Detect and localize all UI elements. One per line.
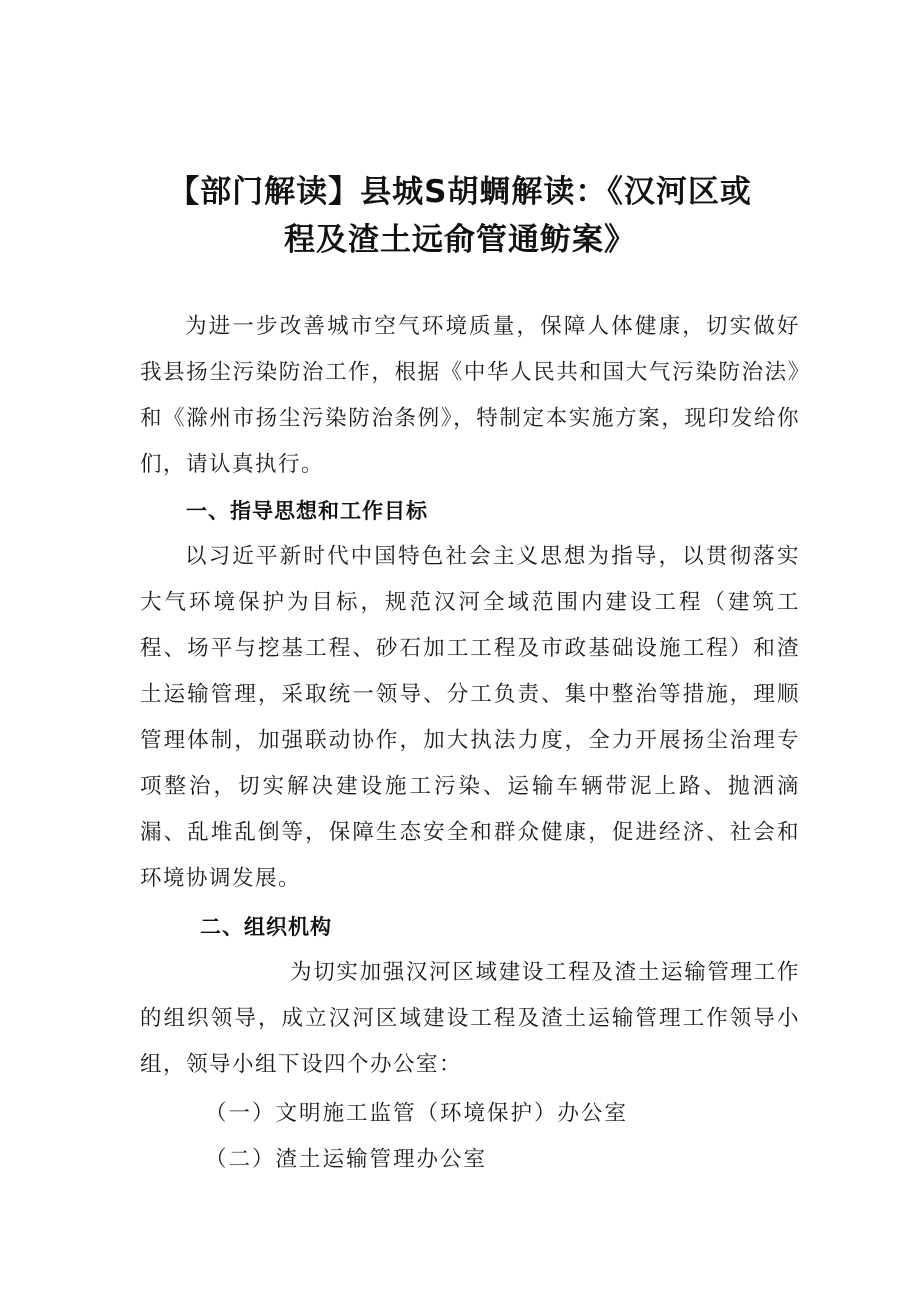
document-title-line-1: 【部门解读】县城S胡蜩解读：《汉河区或 [168,174,752,210]
section-2-heading: 二、组织机构 [200,915,332,939]
office-list-item: （一）文明施工监管（环境保护）办公室 [205,1101,629,1126]
office-list-item: （二）渣土运输管理办公室 [205,1147,488,1172]
section-2-paragraph: 为切实加强汉河区域建设工程及渣土运输管理工作的组织领导，成立汉河区域建设工程及渣土运输管理工作领导小组，领导小组下设四个办公室： [140,960,800,1077]
section-1-paragraph: 以习近平新时代中国特色社会主义思想为指导，以贯彻落实大气环境保护为目标，规范汉河全域范围内建设工程（建筑工程、场平与挖基工程、砂石加工工程及市政基础设施工程）和渣土运输管理，采取统一领导、分工负责、集中整治等措施，理顺管理体制，加强联动协作，加大执法力度，全力开展扬尘治理专项整治，切实解决建设施工污染、运输车辆带泥上路、抛洒滴漏、乱堆乱倒等，保障生态安全和群众健康，促进经济、社会和环境协调发展。 [140,544,800,891]
section-1-heading: 一、指导思想和工作目标 [186,499,428,523]
document-title-line-2: 程及渣土远俞管通鲂案》 [284,222,636,258]
intro-paragraph: 为进一步改善城市空气环境质量，保障人体健康，切实做好我县扬尘污染防治工作，根据《中华人民共和国大气污染防治法》和《滁州市扬尘污染防治条例》，特制定本实施方案，现印发给你们，请认真执行。 [140,314,800,477]
